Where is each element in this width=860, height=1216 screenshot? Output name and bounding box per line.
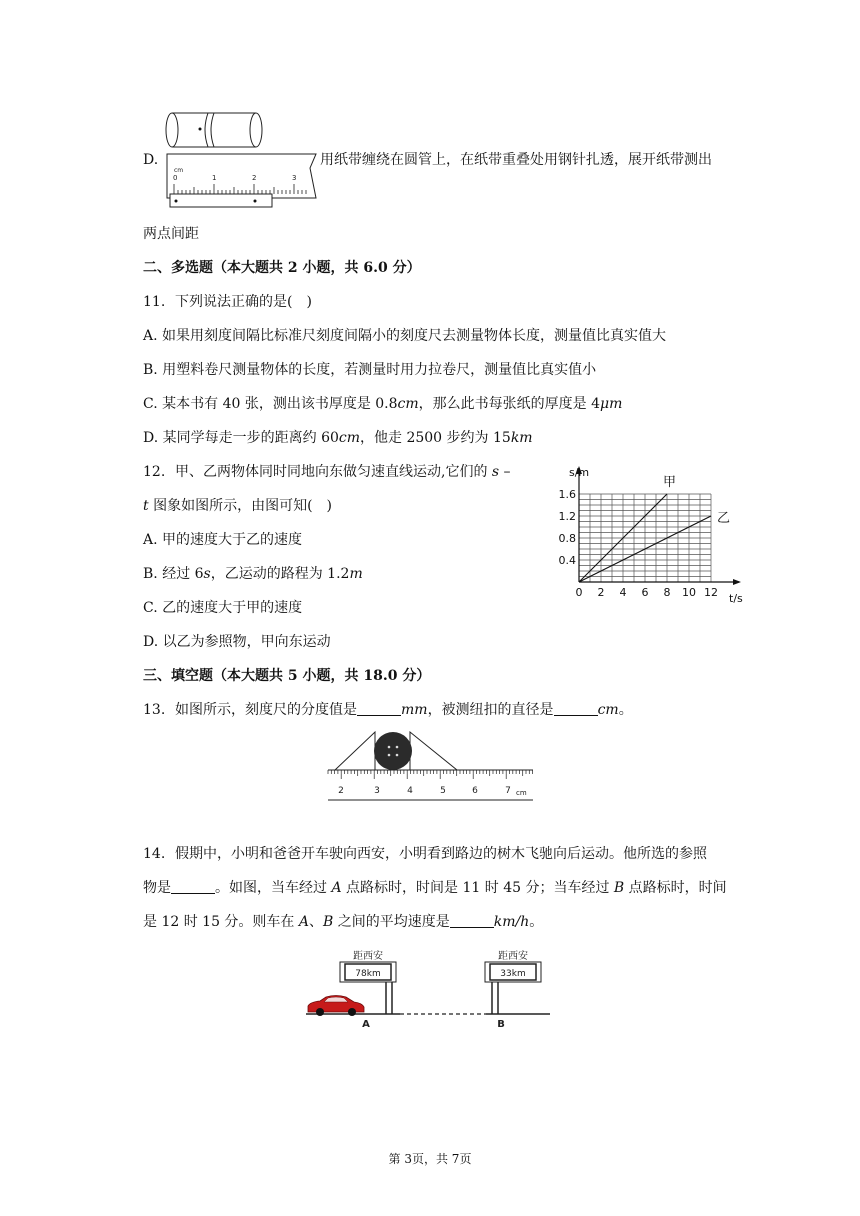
option-d: D. 以乙为参照物，甲向东运动 — [143, 634, 331, 650]
question-text: – — [499, 464, 511, 480]
question-text: 。如图，当车经过 — [215, 880, 332, 896]
unit-text: m — [349, 566, 363, 582]
variable-text: t — [143, 498, 149, 514]
sign-title: 距西安 — [498, 951, 528, 962]
x-tick-label: 0 — [575, 586, 583, 599]
question-12-stem — [143, 462, 511, 482]
road-signs-figure — [300, 944, 554, 1034]
chart-grid — [579, 494, 711, 582]
page-footer: 第 3页，共 7页 — [388, 1152, 472, 1166]
measuring-ruler — [167, 154, 316, 198]
question-number: 14. — [143, 846, 166, 862]
answer-blank[interactable] — [450, 912, 494, 928]
sign-title: 距西安 — [353, 951, 383, 962]
ruler-tick-label: 2 — [252, 174, 257, 182]
unit-text: μm — [600, 396, 623, 412]
question-number: 13. — [143, 702, 166, 718]
question-text: 图象如图所示，由图可知( ) — [148, 498, 333, 514]
y-axis-label: s/m — [569, 466, 590, 479]
option-text: ，乙运动的路程为 1.2 — [210, 566, 350, 582]
point-b-label: B — [497, 1019, 505, 1030]
x-axis-arrow — [733, 579, 741, 585]
question-12-stem-cont — [143, 496, 332, 516]
question-text: 假期中，小明和爸爸开车驶向西安，小明看到路边的树木飞驰向后运动。他所选的参照 — [175, 846, 707, 862]
option-a: A. 甲的速度大于乙的速度 — [143, 532, 303, 548]
answer-blank[interactable] — [171, 878, 215, 894]
question-number: 11. — [143, 294, 166, 310]
set-square-left — [335, 732, 375, 770]
x-tick-label: 8 — [663, 586, 671, 599]
section-title: 三、填空题（本大题共 5 小题，共 18.0 分） — [143, 668, 431, 684]
x-tick-label: 6 — [641, 586, 649, 599]
question-13-stem — [143, 700, 633, 720]
ruler-tick-label: 1 — [212, 174, 217, 182]
option-label: D. — [143, 152, 159, 168]
answer-blank[interactable] — [554, 700, 598, 716]
point-a-label: A — [362, 1019, 370, 1030]
variable-text: A — [298, 914, 310, 930]
question-14-line-3 — [143, 912, 543, 932]
question-text: 。 — [529, 914, 544, 930]
unit-text: km — [510, 430, 533, 446]
question-text: 甲、乙两物体同时同地向东做匀速直线运动,它们的 — [175, 464, 492, 480]
question-text: 如图所示，刻度尺的分度值是 — [175, 702, 357, 718]
option-c — [143, 394, 622, 414]
y-tick-label: 1.2 — [558, 510, 576, 523]
ruler-unit-label: cm — [174, 167, 184, 174]
ruler-tick-label: 3 — [374, 786, 380, 796]
unit-text: mm — [401, 702, 428, 718]
y-tick-label: 0.4 — [558, 554, 576, 567]
variable-text: B — [323, 914, 334, 930]
button-ruler-figure — [325, 728, 537, 804]
y-tick-label: 0.8 — [558, 532, 576, 545]
unit-text: cm — [397, 396, 419, 412]
question-text: 下列说法正确的是( ) — [175, 294, 312, 310]
unit-text: cm — [597, 702, 619, 718]
chart-labels — [559, 466, 744, 605]
variable-text: A — [331, 880, 342, 896]
question-text: 物是 — [143, 880, 171, 896]
question-text: 点路标时，时间是 11 时 45 分；当车经过 — [341, 880, 614, 896]
option-text: ，他走 2500 步约为 15 — [360, 430, 511, 446]
question-text: 是 12 时 15 分。则车在 — [143, 914, 299, 930]
ruler-tick-label: 3 — [292, 174, 297, 182]
s-t-graph — [548, 462, 754, 612]
answer-blank[interactable] — [357, 700, 401, 716]
option-d-line — [143, 150, 158, 170]
question-text: 之间的平均速度是 — [333, 914, 450, 930]
question-text: 点路标时，时间 — [624, 880, 727, 896]
tube-ruler-figure — [164, 110, 320, 212]
question-text: 。 — [618, 702, 633, 718]
unit-text: cm — [338, 430, 361, 446]
question-text: ，被测纽扣的直径是 — [427, 702, 554, 718]
option-c: C. 乙的速度大于甲的速度 — [143, 600, 303, 616]
option-d-text: 用纸带缠绕在圆管上，在纸带重叠处用钢针扎透，展开纸带测出 — [320, 152, 712, 168]
option-text: C. 某本书有 40 张，测出该书厚度是 0.8 — [143, 396, 398, 412]
sign-value: 33km — [500, 969, 526, 979]
question-11-stem — [143, 292, 312, 312]
ruler-ticks — [328, 770, 533, 779]
ruler-tick-label: 2 — [338, 786, 344, 796]
question-14-line-1 — [143, 844, 707, 864]
ruler-tick-label: 5 — [440, 786, 446, 796]
question-14-line-2 — [143, 878, 727, 898]
option-a: A. 如果用刻度间隔比标准尺刻度间隔小的刻度尺去测量物体长度，测量值比真实值大 — [143, 328, 667, 344]
paper-tube — [166, 113, 262, 147]
option-b: B. 用塑料卷尺测量物体的长度，若测量时用力拉卷尺，测量值比真实值小 — [143, 362, 597, 378]
section-title: 二、多选题（本大题共 2 小题，共 6.0 分） — [143, 260, 421, 276]
x-axis-label: t/s — [729, 592, 743, 605]
x-tick-label: 2 — [597, 586, 605, 599]
option-text: D. 某同学每走一步的距离约 60 — [143, 430, 339, 446]
set-square-right — [410, 732, 457, 770]
series-label: 乙 — [717, 511, 731, 526]
ruler-tick-label: 4 — [407, 786, 413, 796]
red-car-icon — [308, 996, 364, 1017]
road-sign-b — [485, 949, 541, 1014]
x-tick-label: 12 — [704, 586, 718, 599]
ruler-unit-label: cm — [516, 789, 527, 797]
x-tick-label: 4 — [619, 586, 627, 599]
variable-text: s — [491, 464, 500, 480]
option-text: ，那么此书每张纸的厚度是 4 — [418, 396, 601, 412]
ruler-tick-label: 6 — [472, 786, 478, 796]
x-tick-label: 10 — [682, 586, 696, 599]
sign-value: 78km — [355, 969, 381, 979]
y-tick-label: 1.6 — [558, 488, 576, 501]
button-circle — [374, 732, 412, 770]
option-b — [143, 564, 363, 584]
paper-strip — [170, 194, 272, 207]
unit-text: km/h — [493, 914, 530, 930]
option-text: B. 经过 6 — [143, 566, 204, 582]
variable-text: B — [613, 880, 625, 896]
series-label: 甲 — [663, 475, 677, 490]
ruler-tick-label: 7 — [505, 786, 511, 796]
option-d — [143, 428, 533, 448]
unit-text: s — [203, 566, 211, 582]
option-d-text-cont: 两点间距 — [143, 226, 199, 242]
question-text: 、 — [309, 914, 324, 930]
ruler-tick-label: 0 — [173, 174, 178, 182]
question-number: 12. — [143, 464, 166, 480]
